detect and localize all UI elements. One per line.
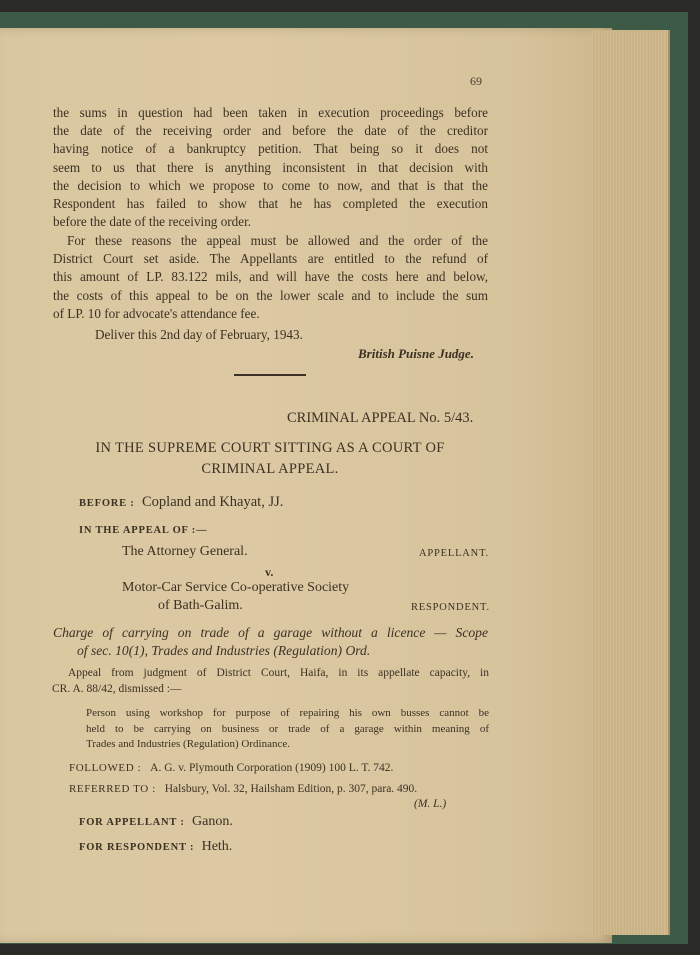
text-line: Respondent has failed to show that he has completed the execution xyxy=(53,195,488,211)
before-line xyxy=(79,493,283,513)
respondent-name-line-2: of Bath-Galim. xyxy=(158,598,243,613)
text-line: the decision to which we propose to come to now, and that is that the xyxy=(53,177,488,193)
followed-value: A. G. v. Plymouth Corporation (1909) 100 L. T. 742. xyxy=(150,762,394,774)
before-judges: Copland and Khayat, JJ. xyxy=(142,494,284,510)
headnote xyxy=(53,624,488,660)
respondent-label: RESPONDENT. xyxy=(411,602,490,613)
text-line: the sums in question had been taken in execution proceedings before xyxy=(53,105,488,120)
for-appellant-line xyxy=(79,812,233,832)
page-number: 69 xyxy=(470,74,482,88)
text-line: Charge of carrying on trade of a garage without a licence — Scope xyxy=(53,625,488,640)
respondent-name-line-1: Motor-Car Service Co-operative Society xyxy=(122,580,350,595)
text-line: having notice of a bankruptcy petition. That being so it does not xyxy=(53,141,488,157)
followed-line xyxy=(69,760,393,776)
referred-value: Halsbury, Vol. 32, Hailsham Edition, p. 307, para. 490. xyxy=(164,783,418,795)
text-line: the date of the receiving order and before the date of the creditor xyxy=(53,123,488,139)
judge-signature: British Puisne Judge. xyxy=(358,346,474,361)
text-line: CR. A. 88/42, dismissed :— xyxy=(52,683,182,695)
page-edges xyxy=(592,30,670,935)
before-label: BEFORE : xyxy=(79,498,135,509)
referred-label: REFERRED TO : xyxy=(69,783,156,795)
for-respondent-line xyxy=(79,837,232,857)
reporter-initials: (M. L.) xyxy=(414,798,447,810)
appellant-label: APPELLANT. xyxy=(419,548,489,559)
paragraph-1 xyxy=(53,104,488,231)
court-heading-line-2: CRIMINAL APPEAL. xyxy=(201,461,339,477)
text-line: Trades and Industries (Regulation) Ordinance. xyxy=(86,738,290,750)
delivery-date: Deliver this 2nd day of February, 1943. xyxy=(95,327,303,342)
text-line: of sec. 10(1), Trades and Industries (Regulation) Ord. xyxy=(77,643,371,659)
appeal-from xyxy=(52,665,489,697)
holding xyxy=(86,706,489,753)
text-line: For these reasons the appeal must be allowed and the order of the xyxy=(67,233,488,248)
text-line: Appeal from judgment of District Court, Haifa, in its appellate capacity, in xyxy=(68,667,489,679)
court-heading-line-1: IN THE SUPREME COURT SITTING AS A COURT OF xyxy=(95,440,445,456)
text-line: this amount of LP. 83.122 mils, and will have the costs here and below, xyxy=(53,269,488,285)
text-line: the costs of this appeal to be on the lower scale and to include the sum xyxy=(53,287,488,303)
for-respondent-counsel: Heth. xyxy=(201,839,233,854)
versus: v. xyxy=(265,565,274,579)
text-line: Person using workshop for purpose of repairing his own busses cannot be xyxy=(86,707,489,719)
section-divider xyxy=(234,374,306,376)
referred-line xyxy=(69,781,417,797)
text-line: before the date of the receiving order. xyxy=(53,214,252,230)
text-line: District Court set aside. The Appellants are entitled to the refund of xyxy=(53,251,488,267)
followed-label: FOLLOWED : xyxy=(69,762,142,774)
for-respondent-label: FOR RESPONDENT : xyxy=(79,842,195,853)
for-appellant-label: FOR APPELLANT : xyxy=(79,817,185,828)
text-line: seem to us that there is anything inconsistent in that decision with xyxy=(53,159,488,175)
appellant-name: The Attorney General. xyxy=(122,544,248,559)
text-line: of LP. 10 for advocate's attendance fee. xyxy=(53,305,260,321)
for-appellant-counsel: Ganon. xyxy=(192,814,233,829)
paragraph-2 xyxy=(53,232,488,323)
appeal-of-label: IN THE APPEAL OF :— xyxy=(79,525,208,536)
case-number: CRIMINAL APPEAL No. 5/43. xyxy=(287,410,474,426)
text-line: held to be carrying on business or trade of a garage within meaning of xyxy=(86,722,489,735)
